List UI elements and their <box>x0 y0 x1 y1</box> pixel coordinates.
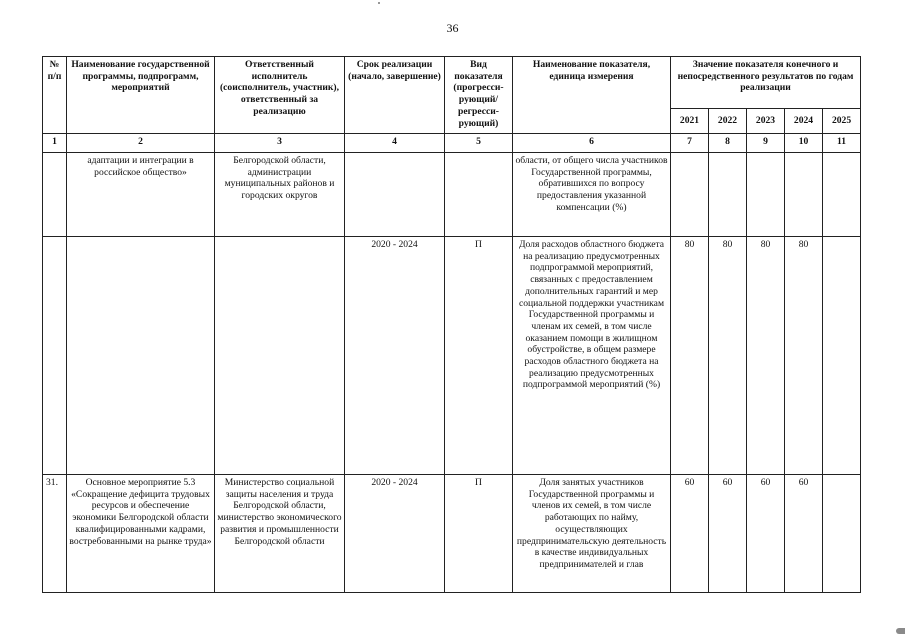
column-number: 10 <box>785 134 823 153</box>
header-executor: Ответственный исполнитель (соисполнитель, участник), ответственный за реализацию <box>215 57 345 134</box>
indicators-table <box>42 56 861 593</box>
header-num: № п/п <box>43 57 67 134</box>
executor: Министерство социальной защиты населения и труда Белгородской области, министерство экономического развития и промышленности Белгородской области <box>215 475 345 593</box>
value-2022 <box>709 153 747 237</box>
column-number: 8 <box>709 134 747 153</box>
column-number: 1 <box>43 134 67 153</box>
program-name: адаптации и интеграции в российское общество» <box>67 153 215 237</box>
table-row <box>43 237 861 475</box>
table-row <box>43 475 861 593</box>
value-2023 <box>747 153 785 237</box>
column-number: 9 <box>747 134 785 153</box>
value-2025 <box>823 475 861 593</box>
header-year: 2023 <box>747 109 785 134</box>
value-2021: 60 <box>671 475 709 593</box>
header-row <box>43 57 861 109</box>
indicator-type: П <box>445 237 513 475</box>
executor <box>215 237 345 475</box>
period: 2020 - 2024 <box>345 475 445 593</box>
value-2024 <box>785 153 823 237</box>
value-2024: 80 <box>785 237 823 475</box>
indicator-name: Доля занятых участников Государственной программы и членов их семей, в том числе работающих по найму, осуществляющих предпринимательскую деятельность в качестве индивидуальных предпринимателей и глав <box>513 475 671 593</box>
executor: Белгородской области, администрации муниципальных районов и городских округов <box>215 153 345 237</box>
header-indicator-name: Наименование показателя, единица измерения <box>513 57 671 134</box>
row-number <box>43 237 67 475</box>
indicator-name: области, от общего числа участников Государственной программы, обратившихся по вопросу предоставления указанной компенсации (%) <box>513 153 671 237</box>
value-2024: 60 <box>785 475 823 593</box>
value-2025 <box>823 237 861 475</box>
value-2023: 80 <box>747 237 785 475</box>
scan-edge-mark <box>896 628 905 634</box>
column-number: 2 <box>67 134 215 153</box>
column-number: 4 <box>345 134 445 153</box>
header-program-name: Наименование государственной программы, подпрограмм, мероприятий <box>67 57 215 134</box>
column-number-row <box>43 134 861 153</box>
value-2025 <box>823 153 861 237</box>
indicator-type: П <box>445 475 513 593</box>
column-number: 5 <box>445 134 513 153</box>
column-number: 11 <box>823 134 861 153</box>
value-2023: 60 <box>747 475 785 593</box>
header-indicator-type: Вид показателя (прогресси-рующий/ регресси-рующий) <box>445 57 513 134</box>
value-2021 <box>671 153 709 237</box>
column-number: 6 <box>513 134 671 153</box>
header-year: 2025 <box>823 109 861 134</box>
period: 2020 - 2024 <box>345 237 445 475</box>
program-name <box>67 237 215 475</box>
period <box>345 153 445 237</box>
header-year: 2021 <box>671 109 709 134</box>
row-number: 31. <box>43 475 67 593</box>
value-2022: 80 <box>709 237 747 475</box>
column-number: 7 <box>671 134 709 153</box>
header-period: Срок реализации (начало, завершение) <box>345 57 445 134</box>
table-row <box>43 153 861 237</box>
header-year: 2024 <box>785 109 823 134</box>
value-2021: 80 <box>671 237 709 475</box>
program-name: Основное мероприятие 5.3 «Сокращение дефицита трудовых ресурсов и обеспечение экономики Белгородской области квалифицированными кадрами, востребованными на рынке труда» <box>67 475 215 593</box>
scan-speck <box>378 2 380 4</box>
indicator-name: Доля расходов областного бюджета на реализацию предусмотренных подпрограммой мероприятий, связанных с предоставлением дополнительных гарантий и мер социальной поддержки участникам Государственной программы и членам их семей, в том числе оказанием помощи в жилищном обустройстве, в общем размере расходов областного бюджета на реализацию предусмотренных подпрограммой мероприятий (%) <box>513 237 671 475</box>
column-number: 3 <box>215 134 345 153</box>
header-year: 2022 <box>709 109 747 134</box>
value-2022: 60 <box>709 475 747 593</box>
indicator-type <box>445 153 513 237</box>
header-values-group: Значение показателя конечного и непосредственного результатов по годам реализации <box>671 57 861 109</box>
row-number <box>43 153 67 237</box>
page-number: 36 <box>446 21 459 35</box>
